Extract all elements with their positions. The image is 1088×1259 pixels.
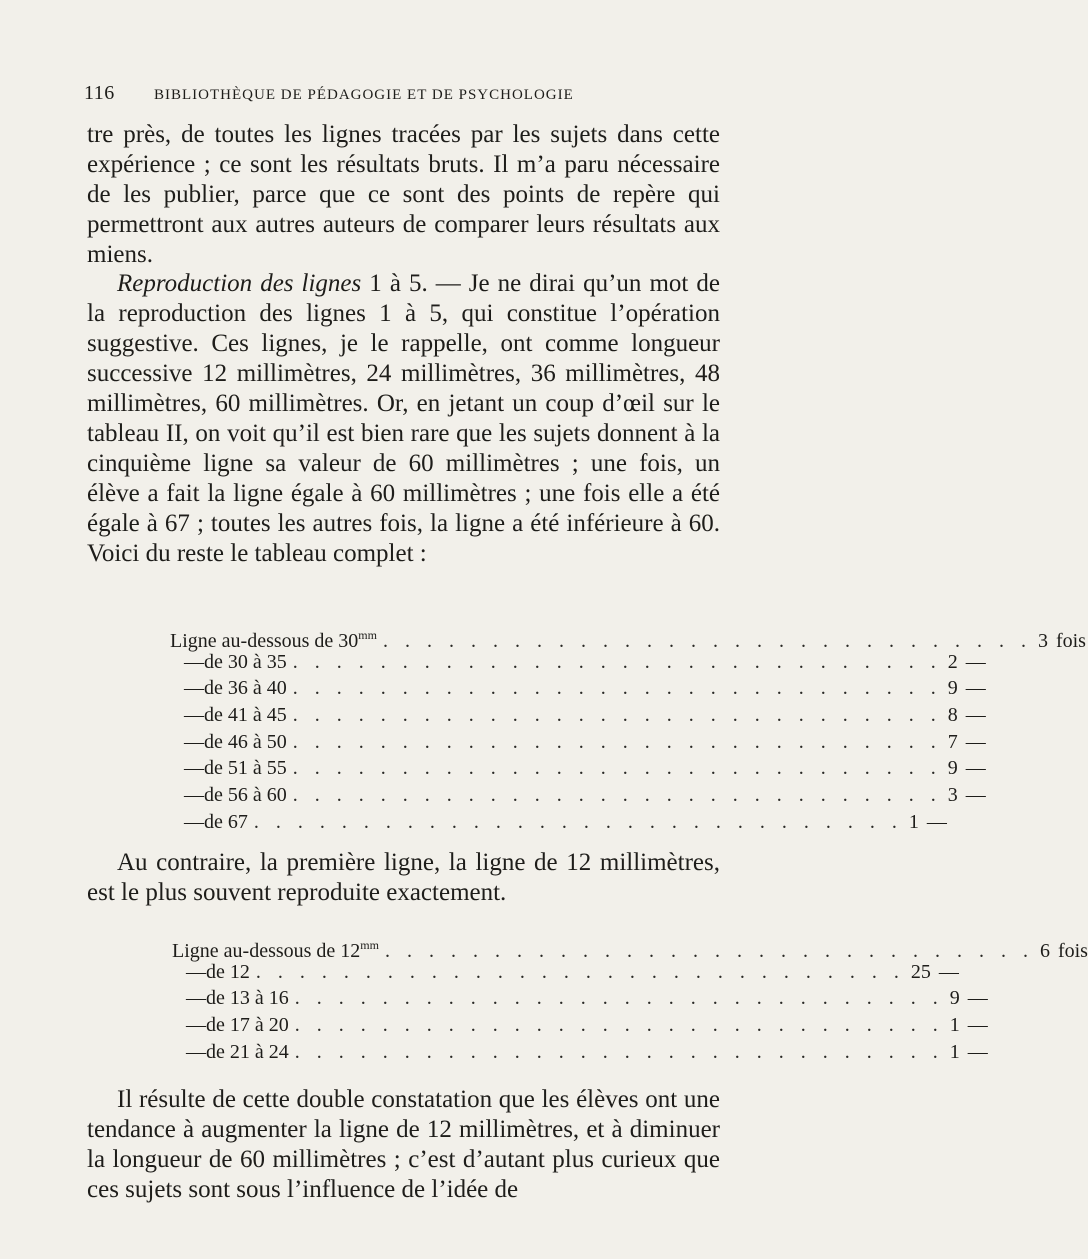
row-label — [204, 675, 287, 702]
row-label-text: de 12 — [206, 960, 250, 983]
row-unit: — — [938, 960, 959, 983]
row-unit: — — [967, 1014, 988, 1037]
row-count: 3 — [947, 784, 958, 807]
ditto-dash: — — [184, 784, 204, 807]
ditto-dash: — — [186, 987, 206, 1010]
table-fifth-line — [170, 622, 1086, 836]
row-count: 7 — [947, 730, 958, 753]
row-unit: — — [967, 987, 988, 1010]
paragraph-reproduction — [87, 269, 720, 569]
row-label-text: de 41 à 45 — [204, 704, 287, 727]
paragraph-first-line — [87, 848, 720, 908]
running-title: BIBLIOTHÈQUE DE PÉDAGOGIE ET DE PSYCHOLOGIE — [154, 87, 574, 103]
ditto-dash: — — [186, 960, 206, 983]
running-header — [84, 82, 644, 105]
unit-superscript: mm — [358, 628, 377, 642]
dot-leader: . . . . . . . . . . . . . . . . . . . . . . . . . . . . . . — [292, 730, 942, 753]
row-unit: — — [965, 730, 986, 753]
paragraph-text: Il résulte de cette double constatation que les élèves ont une tendance à augmenter la ligne de 12 millimètres, et à diminuer la longueur de 60 millimètres ; c’est d’autant plus curieux que ces sujets sont sous l’influence de l’idée de — [87, 1086, 720, 1203]
dot-leader: . . . . . . . . . . . . . . . . . . . . . . . . . . . . . . — [292, 677, 942, 700]
ditto-dash: — — [184, 704, 204, 727]
ditto-dash: — — [184, 757, 204, 780]
ditto-dash: — — [184, 677, 204, 700]
row-unit: — — [965, 704, 986, 727]
dot-leader: . . . . . . . . . . . . . . . . . . . . . . . . . . . . . . — [294, 987, 944, 1010]
row-count: 25 — [910, 960, 931, 983]
row-count: 1 — [949, 1014, 960, 1037]
table-row — [170, 649, 986, 676]
table-row — [172, 959, 959, 986]
section-lead-italic: Reproduction des lignes — [117, 270, 362, 297]
dot-leader: . . . . . . . . . . . . . . . . . . . . . . . . . . . . . . — [255, 960, 905, 983]
ditto-dash: — — [186, 1040, 206, 1063]
table-row — [170, 675, 986, 702]
row-label-text: de 36 à 40 — [204, 677, 287, 700]
table-row — [172, 1039, 988, 1066]
row-unit: — — [965, 784, 986, 807]
row-label-text: de 13 à 16 — [206, 987, 289, 1010]
row-label — [206, 985, 289, 1012]
row-count: 1 — [908, 810, 919, 833]
dot-leader: . . . . . . . . . . . . . . . . . . . . . . . . . . . . . . — [384, 940, 1034, 962]
table-row — [170, 755, 986, 782]
row-label — [204, 702, 287, 729]
table-row — [170, 702, 986, 729]
row-label — [204, 782, 287, 809]
dot-leader: . . . . . . . . . . . . . . . . . . . . . . . . . . . . . . — [292, 650, 942, 673]
dot-leader: . . . . . . . . . . . . . . . . . . . . . . . . . . . . . . — [253, 810, 903, 833]
dot-leader: . . . . . . . . . . . . . . . . . . . . . . . . . . . . . . — [292, 704, 942, 727]
row-label-text: Ligne au-dessous de 12 — [172, 940, 361, 962]
row-label — [204, 809, 248, 836]
paragraph-text: Je ne dirai qu’un mot de la reproduction des lignes 1 à 5, qui constitue l’opération suggestive. Ces lignes, je le rappelle, ont comme longueur successive 12 millimètres, 24 millimètres, 36 millimètres, 48 millimètres, 60 millimètres. Or, en jetant un coup d’œil sur le tableau II, on voit qu’il est bien rare que les sujets donnent à la cinquième ligne sa valeur de 60 millimètres ; une fois, un élève a fait la ligne égale à 60 millimètres ; une fois elle a été égale à 67 ; toutes les autres fois, la ligne a été inférieure à 60. Voici du reste le tableau complet : — [87, 270, 720, 567]
ditto-dash: — — [184, 730, 204, 753]
page-number: 116 — [84, 82, 115, 104]
row-label — [206, 959, 250, 986]
dot-leader: . . . . . . . . . . . . . . . . . . . . . . . . . . . . . . — [292, 757, 942, 780]
paragraph-continuation — [87, 120, 720, 270]
row-unit: — — [965, 757, 986, 780]
row-count: 9 — [949, 987, 960, 1010]
row-count: 8 — [947, 704, 958, 727]
ditto-dash: — — [184, 650, 204, 673]
ditto-dash: — — [184, 810, 204, 833]
paragraph-text: Au contraire, la première ligne, la ligne de 12 millimètres, est le plus souvent reproduite exactement. — [87, 849, 720, 906]
row-unit: — — [965, 677, 986, 700]
row-label-text: de 56 à 60 — [204, 784, 287, 807]
section-lead-rest: 1 à 5. — — [361, 270, 469, 297]
row-unit: — — [926, 810, 947, 833]
row-count: 2 — [947, 650, 958, 673]
table-row — [170, 729, 986, 756]
table-first-line — [172, 932, 1088, 1065]
dot-leader: . . . . . . . . . . . . . . . . . . . . . . . . . . . . . . — [294, 1014, 944, 1037]
dot-leader: . . . . . . . . . . . . . . . . . . . . . . . . . . . . . . — [292, 784, 942, 807]
row-unit: — — [967, 1040, 988, 1063]
row-label-text: de 30 à 35 — [204, 650, 287, 673]
ditto-dash: — — [186, 1014, 206, 1037]
row-label-text: de 21 à 24 — [206, 1040, 289, 1063]
table-row — [172, 932, 1088, 962]
paragraph-text: tre près, de toutes les lignes tracées par les sujets dans cette expérience ; ce sont les résultats bruts. Il m’a paru nécessaire de les publier, parce que ce sont des points de repère qui permettront aux autres auteurs de comparer leurs résultats aux miens. — [87, 121, 720, 268]
dot-leader: . . . . . . . . . . . . . . . . . . . . . . . . . . . . . . — [294, 1040, 944, 1063]
row-count: 1 — [949, 1040, 960, 1063]
row-count: 9 — [947, 677, 958, 700]
table-row — [170, 622, 1086, 652]
row-label-text: de 67 — [204, 810, 248, 833]
row-label — [204, 729, 287, 756]
dot-leader: . . . . . . . . . . . . . . . . . . . . . . . . . . . . . . — [382, 630, 1032, 652]
row-label-text: de 51 à 55 — [204, 757, 287, 780]
unit-superscript: mm — [360, 938, 379, 952]
row-unit: fois — [1057, 940, 1088, 962]
row-label-text: de 17 à 20 — [206, 1014, 289, 1037]
row-count: 6 — [1039, 940, 1050, 962]
row-label — [204, 649, 287, 676]
table-row — [172, 1012, 988, 1039]
row-unit: fois — [1055, 630, 1086, 652]
row-count: 3 — [1037, 630, 1048, 652]
table-row — [170, 782, 986, 809]
row-count: 9 — [947, 757, 958, 780]
row-label — [206, 1039, 289, 1066]
row-label-text: Ligne au-dessous de 30 — [170, 630, 359, 652]
table-row — [170, 809, 947, 836]
row-label-text: de 46 à 50 — [204, 730, 287, 753]
row-label — [204, 755, 287, 782]
table-row — [172, 985, 988, 1012]
paragraph-conclusion — [87, 1085, 720, 1205]
row-unit: — — [965, 650, 986, 673]
row-label — [206, 1012, 289, 1039]
